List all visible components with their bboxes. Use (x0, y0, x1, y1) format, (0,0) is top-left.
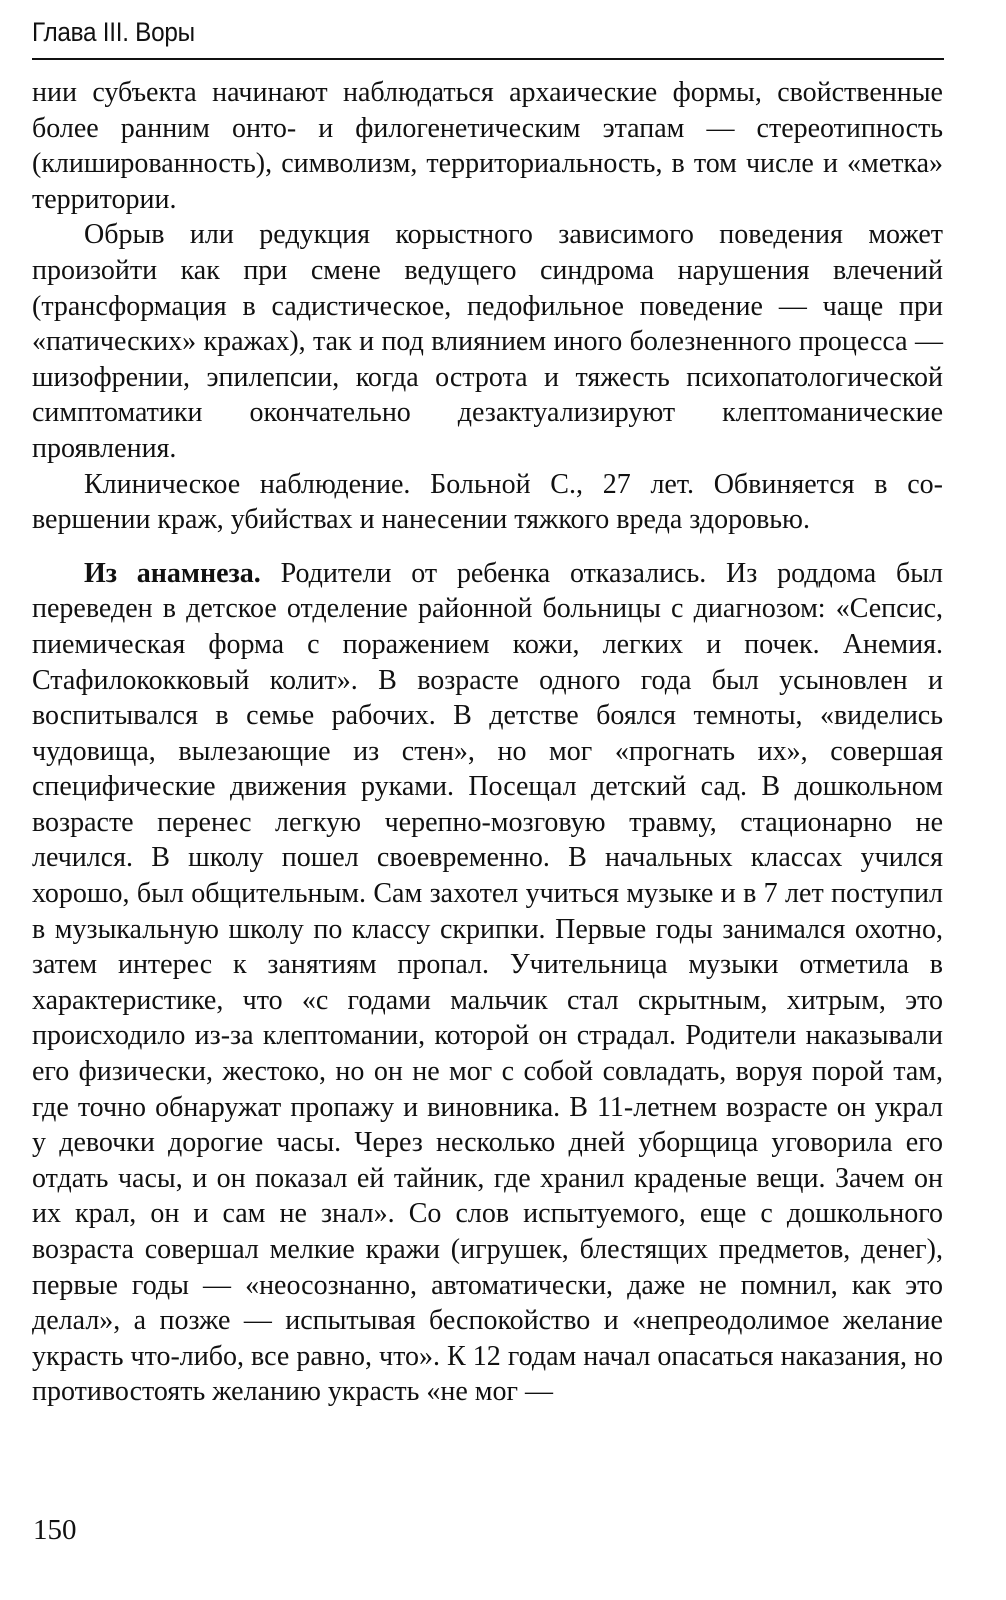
anamnesis-text: Родители от ребенка отказались. Из роддома был переведен в детское отделение районной больницы с диагнозом: «Сепсис, пиемическая форма с поражением кожи, легких и почек. Анемия. Стафилококковый колит». В возрасте одного года был усыновлен и воспитывался в семье рабочих. В детстве боялся темноты, «виделись чудовища, вылезающие из стен», но мог «прогнать их», совершая специфические движения руками. Посещал детский сад. В дошкольном возрасте перенес легкую черепно-мозговую травму, стационарно не лечился. В школу пошел своевременно. В начальных классах учился хорошо, был общительным. Сам захотел учиться музыке и в 7 лет поступил в музыкальную школу по классу скрипки. Первые годы занимался охотно, затем интерес к занятиям пропал. Учительница музыки отметила в характеристике, что «с годами мальчик стал скрытным, хитрым, это происходило из-за клептомании, которой он страдал. Родители наказывали его физически, жестоко, но он не мог с собой совладать, воруя порой там, где точно обнаружат пропажу и виновника. В 11-летнем возрасте он украл у девочки дорогие часы. Через несколько дней уборщица уговорила его отдать часы, и он показал ей тайник, где хранил краденые вещи. Зачем он их крал, он и сам не знал». Со слов испытуемого, еще с дошкольного возраста совершал мелкие кражи (игрушек, блестящих предметов, денег), первые годы — «неосознанно, автоматически, даже не помнил, как это делал», а позже — испытывая беспокойство и «непреодолимое желание украсть что-либо, все равно, что». К 12 годам начал опасаться наказания, но противостоять желанию украсть «не мог — (32, 557, 943, 1408)
page-body (32, 75, 943, 1410)
chapter-title: Глава III. Воры (32, 17, 195, 47)
running-header (32, 14, 944, 50)
anamnesis-heading: Из анамнеза. (84, 557, 261, 589)
paragraph-clinical-observation: Клиническое наблюдение. Больной С., 27 лет. Обвиняется в совершении краж, убийствах и нанесении тяжкого вреда здоровью. (32, 468, 943, 536)
paragraph-anamnesis (32, 556, 943, 1410)
paragraph-continuation: нии субъекта начинают наблюдаться архаические формы, свойственные более ранним онто- и филогенетическим этапам — стереотипность (клишированность), символизм, территориальность, в том числе и «метка» территории. (32, 77, 943, 215)
paragraph-behavior-disruption: Обрыв или редукция корыстного зависимого поведения может произойти как при смене ведущего синдрома нарушения влечений (трансформация в садистическое, педофильное поведение — чаще при «патических» кражах), так и под влиянием иного болезненного процесса — шизофрении, эпилепсии, когда острота и тяжесть психопатологической симптоматики окончательно дезактуализируют клептоманические проявления. (32, 219, 943, 464)
page-number: 150 (33, 1514, 77, 1546)
header-divider (32, 58, 944, 60)
